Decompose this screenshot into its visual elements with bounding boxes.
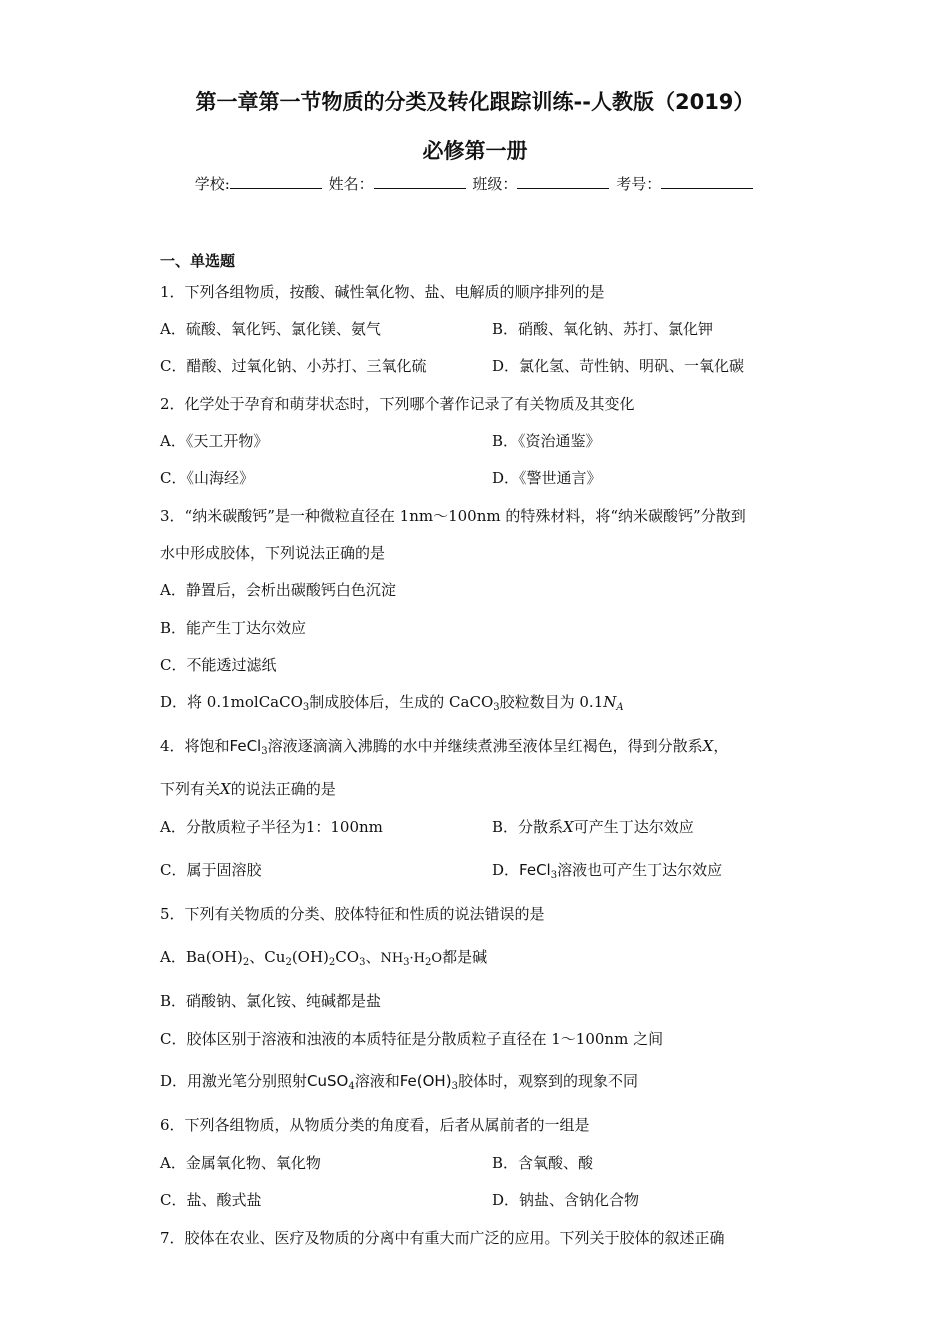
q7-stem: 7．胶体在农业、医疗及物质的分离中有重大而广泛的应用。下列关于胶体的叙述正确 [160, 1229, 725, 1247]
document-title-line1: 第一章第一节物质的分类及转化跟踪训练--人教版（2019） [195, 90, 755, 114]
section-title: 一、单选题 [160, 252, 236, 270]
exam-no-field[interactable] [661, 174, 753, 189]
document-title-line2: 必修第一册 [422, 139, 528, 163]
q1-stem: 1．下列各组物质，按酸、碱性氧化物、盐、电解质的顺序排列的是 [160, 283, 605, 301]
q5-option-a: A．$Ba(OH)_2$、$Cu_2(OH)_2CO_3$、$NH_3\cdot H_2O$都是碱 [160, 948, 488, 968]
q1-option-c: C．醋酸、过氧化钠、小苏打、三氧化硫 [160, 357, 427, 375]
q6-option-c: C．盐、酸式盐 [160, 1191, 262, 1209]
q3-option-d: D．将 0.1molCaCO$_3$制成胶体后，生成的 CaCO$_3$胶粒数目为 $0.1N_A$ [160, 693, 624, 713]
q3-option-b: B．能产生丁达尔效应 [160, 619, 307, 637]
q1-option-d: D．氯化氢、苛性钠、明矾、一氧化碳 [492, 357, 745, 375]
q3-option-c: C．不能透过滤纸 [160, 656, 277, 674]
q5-option-c: C．胶体区别于溶液和浊液的本质特征是分散质粒子直径在 1～100nm 之间 [160, 1030, 664, 1048]
q2-option-a: A．《天工开物》 [160, 432, 269, 450]
q2-option-d: D．《警世通言》 [492, 469, 602, 487]
q2-option-b: B．《资治通鉴》 [492, 432, 601, 450]
student-info-row [0, 173, 950, 194]
q6-option-b: B．含氧酸、酸 [492, 1154, 594, 1172]
q6-option-a: A．金属氧化物、氧化物 [160, 1154, 321, 1172]
q4-option-a: A．分散质粒子半径为1：100nm [160, 818, 383, 836]
class-label: 班级： [472, 175, 518, 193]
school-label: 学校: [194, 175, 230, 193]
q3-stem-line2: 水中形成胶体，下列说法正确的是 [160, 544, 386, 562]
q2-option-c: C．《山海经》 [160, 469, 254, 487]
q6-option-d: D．钠盐、含钠化合物 [492, 1191, 640, 1209]
name-field[interactable] [374, 174, 466, 189]
q4-stem-line2: 下列有关X的说法正确的是 [160, 780, 336, 798]
q4-stem-line1: 4．将饱和FeCl$_3$溶液逐滴滴入沸腾的水中并继续煮沸至液体呈红褐色，得到分散系X， [160, 737, 729, 757]
class-field[interactable] [517, 174, 609, 189]
q3-stem-line1: 3．“纳米碳酸钙”是一种微粒直径在 1nm～100nm 的特殊材料，将“纳米碳酸钙”分散到 [160, 507, 746, 525]
q2-stem: 2．化学处于孕育和萌芽状态时，下列哪个著作记录了有关物质及其变化 [160, 395, 635, 413]
q4-option-c: C．属于固溶胶 [160, 861, 262, 879]
q4-option-d: D．FeCl$_3$溶液也可产生丁达尔效应 [492, 861, 723, 881]
q5-option-d: D．用激光笔分别照射CuSO$_4$溶液和$Fe(OH)_3$胶体时，观察到的现象不同 [160, 1072, 638, 1092]
school-field[interactable] [230, 174, 322, 189]
q6-stem: 6．下列各组物质，从物质分类的角度看，后者从属前者的一组是 [160, 1116, 590, 1134]
q4-option-b: B．分散系X可产生丁达尔效应 [492, 818, 694, 836]
q1-option-b: B．硝酸、氧化钠、苏打、氯化钾 [492, 320, 714, 338]
exam-no-label: 考号： [616, 175, 662, 193]
q5-option-b: B．硝酸钠、氯化铵、纯碱都是盐 [160, 992, 382, 1010]
q5-stem: 5．下列有关物质的分类、胶体特征和性质的说法错误的是 [160, 905, 545, 923]
q3-option-a: A．静置后，会析出碳酸钙白色沉淀 [160, 581, 396, 599]
q1-option-a: A．硫酸、氧化钙、氯化镁、氨气 [160, 320, 381, 338]
name-label: 姓名： [328, 175, 374, 193]
